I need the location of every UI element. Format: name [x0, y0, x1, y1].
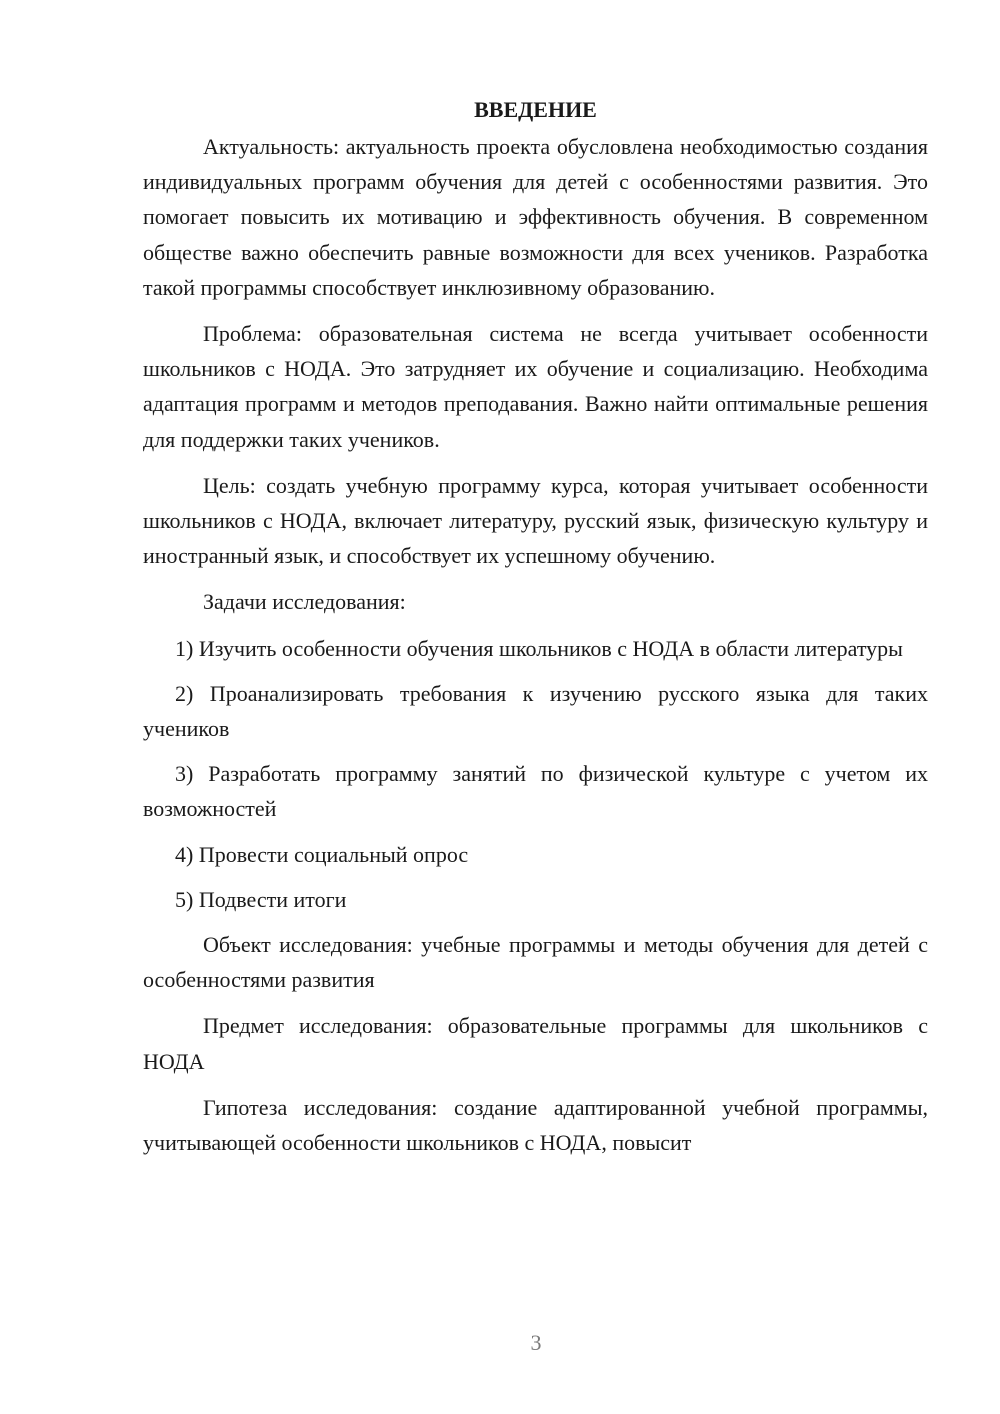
- task-item-3: 3) Разработать программу занятий по физической культуре с учетом их возможностей: [143, 761, 928, 822]
- page-number: 3: [530, 1330, 542, 1355]
- paragraph-hypothesis: Гипотеза исследования: создание адаптированной учебной программы, учитывающей особенности школьников с НОДА, повысит: [143, 1094, 928, 1156]
- paragraph-goal: Цель: создать учебную программу курса, которая учитывает особенности школьников с НОДА, включает литературу, русский язык, физическую культуру и иностранный язык, и способствует их успешному обучению.: [143, 472, 928, 569]
- document-page: [143, 92, 928, 1171]
- task-item-4: 4) Провести социальный опрос: [175, 841, 469, 867]
- paragraph-object: Объект исследования: учебные программы и методы обучения для детей с особенностями развития: [143, 932, 928, 993]
- task-item-2: 2) Проанализировать требования к изучению русского языка для таких учеников: [143, 680, 928, 742]
- task-item-1: 1) Изучить особенности обучения школьников с НОДА в области литературы: [175, 635, 903, 661]
- paragraph-problem: Проблема: образовательная система не всегда учитывает особенности школьников с НОДА. Это затрудняет их обучение и социализацию. Необходима адаптация программ и методов преподавания. Важно найти оптимальные решения для поддержки таких учеников.: [143, 321, 928, 452]
- page-title: ВВЕДЕНИЕ: [474, 97, 597, 122]
- task-item-5: 5) Подвести итоги: [175, 886, 347, 912]
- paragraph-subject: Предмет исследования: образовательные программы для школьников с НОДА: [143, 1013, 928, 1074]
- tasks-heading: Задачи исследования:: [203, 589, 406, 615]
- paragraph-relevance: Актуальность: актуальность проекта обусловлена необходимостью создания индивидуальных программ обучения для детей с особенностями развития. Это помогает повысить их мотивацию и эффективность обучения. В современном обществе важно обеспечить равные возможности для всех учеников. Разработка такой программы способствует инклюзивному образованию.: [143, 134, 928, 300]
